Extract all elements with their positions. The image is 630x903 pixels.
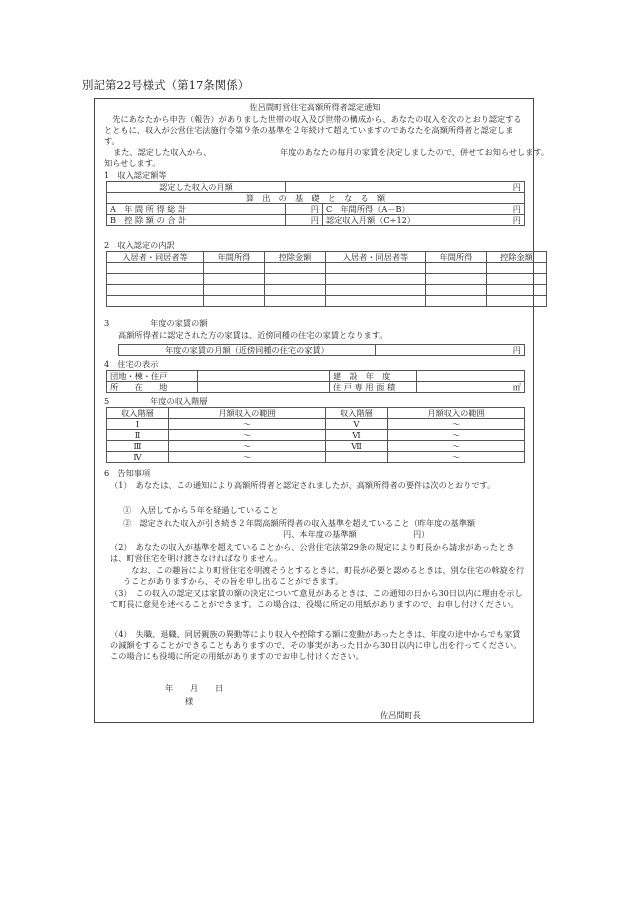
breakdown-cell xyxy=(265,296,326,307)
class-label: Ⅵ xyxy=(326,430,388,441)
rent-table xyxy=(118,344,525,356)
c-label: C 年間所得（A－B） xyxy=(326,204,410,214)
breakdown-cell xyxy=(204,263,265,274)
breakdown-cell xyxy=(107,263,204,274)
breakdown-header: 年間所得 xyxy=(426,252,487,263)
section2-heading: 2 収入認定の内訳 xyxy=(104,240,175,250)
notice-frame xyxy=(94,98,550,723)
income-class-table xyxy=(106,407,525,463)
class-header: 収入階層 xyxy=(107,408,169,419)
breakdown-cell xyxy=(487,285,547,296)
notice-item-2b: なお、この趣旨により町営住宅を明渡そうとするときに、町長が必要と認めるときは、別な住宅の斡旋を行うことがありますから、その旨を申し出ることができます。 xyxy=(123,565,525,586)
notice-item-1b: ② 認定された収入が引き続き２年間高額所得者の収入基準を超えていること（昨年度の基準額 xyxy=(123,518,476,528)
section3-text: 高額所得者に認定された方の家賃は、近傍同種の住宅の家賃となります。 xyxy=(118,330,388,340)
basis-label: 算 出 の 基 礎 と な る 額 xyxy=(107,193,525,204)
section3-heading: 3 年度の家賃の額 xyxy=(104,318,208,328)
rent-label: 年度の家賃の月額（近傍同種の住宅の家賃） xyxy=(119,345,376,356)
range-value: ～ xyxy=(169,441,326,452)
b-value: 円 xyxy=(286,215,323,226)
class-label: Ⅱ xyxy=(107,430,169,441)
a-label: A 年 間 所 得 総 計 xyxy=(107,204,286,215)
range-value: ～ xyxy=(388,430,525,441)
range-value: ～ xyxy=(388,452,525,463)
breakdown-header: 年間所得 xyxy=(204,252,265,263)
breakdown-cell xyxy=(265,263,326,274)
intro-paragraph-2c: 知らせします。 xyxy=(104,158,161,168)
d-value: 円 xyxy=(512,215,521,225)
breakdown-cell xyxy=(265,285,326,296)
breakdown-row xyxy=(107,296,547,307)
issuer-name: 佐呂間町長 xyxy=(380,710,421,720)
breakdown-cell xyxy=(426,263,487,274)
c-cell xyxy=(323,204,525,215)
breakdown-cell xyxy=(107,296,204,307)
breakdown-cell xyxy=(107,285,204,296)
breakdown-row xyxy=(107,263,547,274)
breakdown-header: 入居者・同居者等 xyxy=(326,252,426,263)
range-value: ～ xyxy=(388,419,525,430)
breakdown-cell xyxy=(326,274,426,285)
class-label: Ⅶ xyxy=(326,441,388,452)
monthly-label: 認定した収入の月額 xyxy=(107,182,286,193)
range-value: ～ xyxy=(388,441,525,452)
notice-item-1: （1） あなたは、この通知により高額所得者と認定されましたが、高額所得者の要件は次のとおりです。 xyxy=(110,480,496,490)
intro-paragraph-2b: 年度のあなたの毎月の家賃を決定しましたので、併せてお知らせします。 xyxy=(280,147,550,157)
breakdown-cell xyxy=(487,296,547,307)
housing-table xyxy=(106,370,525,393)
year-label: 建 設 年 度 xyxy=(330,371,417,382)
intro-paragraph-2a: また、認定した収入から、 xyxy=(113,147,212,157)
breakdown-cell xyxy=(326,263,426,274)
intro-paragraph-1: 先にあなたから申告（報告）がありました世帯の収入及び世帯の構成から、あなたの収入を次のとおり認定するとともに、収入が公営住宅法施行令第９条の基準を２年続けて超えていますのであなたを高額所得者と認定します。 xyxy=(104,114,522,146)
d-label: 認定収入月額（C÷12） xyxy=(326,215,416,225)
range-value: ～ xyxy=(169,452,326,463)
range-value: ～ xyxy=(169,430,326,441)
section6-heading: 6 告知事項 xyxy=(104,468,151,478)
site-value xyxy=(198,371,330,382)
breakdown-cell xyxy=(426,274,487,285)
breakdown-cell xyxy=(326,296,426,307)
date-year: 年 xyxy=(165,683,174,693)
breakdown-cell xyxy=(204,296,265,307)
breakdown-cell xyxy=(107,274,204,285)
range-header: 月額収入の範囲 xyxy=(388,408,525,419)
year-value xyxy=(417,371,525,382)
c-value: 円 xyxy=(512,204,521,214)
breakdown-cell xyxy=(204,274,265,285)
notice-item-4: （4） 失職、退職、同居親族の異動等により収入や控除する額に変動があったときは、年度の途中からでも家賃の減額をすることができることもありますので、その事実があった日から30日以内に申し出を行ってください。この場合にも役場に所定の用紙がありますのでお申し付けください。 xyxy=(110,629,522,661)
class-label: Ⅲ xyxy=(107,441,169,452)
date-day: 日 xyxy=(215,683,224,693)
breakdown-cell xyxy=(487,263,547,274)
b-label: B 控 除 額 の 合 計 xyxy=(107,215,286,226)
range-header: 月額収入の範囲 xyxy=(169,408,326,419)
location-value xyxy=(198,382,330,393)
notice-item-2: （2） あなたの収入が基準を超えていることから、公営住宅法第29条の規定により町長から請求があったときは、町営住宅を明け渡さなければなりません。 xyxy=(110,542,515,563)
breakdown-row xyxy=(107,274,547,285)
breakdown-cell xyxy=(426,296,487,307)
site-label: 団地・棟・住戸 xyxy=(107,371,198,382)
form-label: 別記第22号様式（第17条関係） xyxy=(82,78,250,92)
breakdown-cell xyxy=(426,285,487,296)
section1-heading: 1 収入認定額等 xyxy=(104,170,167,180)
date-month: 月 xyxy=(190,683,199,693)
breakdown-header: 入居者・同居者等 xyxy=(107,252,204,263)
notice-item-1a: ① 入居してから５年を経過していること xyxy=(123,505,279,515)
a-value: 円 xyxy=(286,204,323,215)
class-label: Ⅳ xyxy=(107,452,169,463)
range-value: ～ xyxy=(169,419,326,430)
class-label: Ⅴ xyxy=(326,419,388,430)
section5-heading: 5 年度の収入階層 xyxy=(104,396,208,406)
section4-heading: 4 住宅の表示 xyxy=(104,359,159,369)
class-label xyxy=(326,452,388,463)
breakdown-cell xyxy=(204,285,265,296)
notice-item-3: （3） この収入の認定又は家賃の額の決定について意見があるときは、この通知の日から30日以内に理由を示して町長に意見を述べることができます。この場合は、役場に所定の用紙がありますので、お申し付けください。 xyxy=(110,588,523,609)
rent-value: 円 xyxy=(376,345,525,356)
d-cell xyxy=(323,215,525,226)
class-label: Ⅰ xyxy=(107,419,169,430)
breakdown-cell xyxy=(326,285,426,296)
location-label: 所 在 地 xyxy=(107,382,198,393)
area-label: 住 戸 専 用 面 積 xyxy=(330,382,417,393)
breakdown-cell xyxy=(487,274,547,285)
breakdown-header: 控除金額 xyxy=(487,252,547,263)
notice-title: 佐呂間町営住宅高額所得者認定通知 xyxy=(249,102,381,112)
monthly-value: 円 xyxy=(286,182,525,193)
class-header: 収入階層 xyxy=(326,408,388,419)
area-value: ㎡ xyxy=(417,382,525,393)
notice-item-1b2: 円、本年度の基準額 xyxy=(283,529,357,539)
breakdown-cell xyxy=(265,274,326,285)
breakdown-table xyxy=(106,251,547,307)
breakdown-row xyxy=(107,285,547,296)
breakdown-header: 控除金額 xyxy=(265,252,326,263)
recipient-sama: 様 xyxy=(185,696,194,706)
income-table xyxy=(106,181,525,226)
notice-item-1b-yen: 円） xyxy=(413,529,430,539)
